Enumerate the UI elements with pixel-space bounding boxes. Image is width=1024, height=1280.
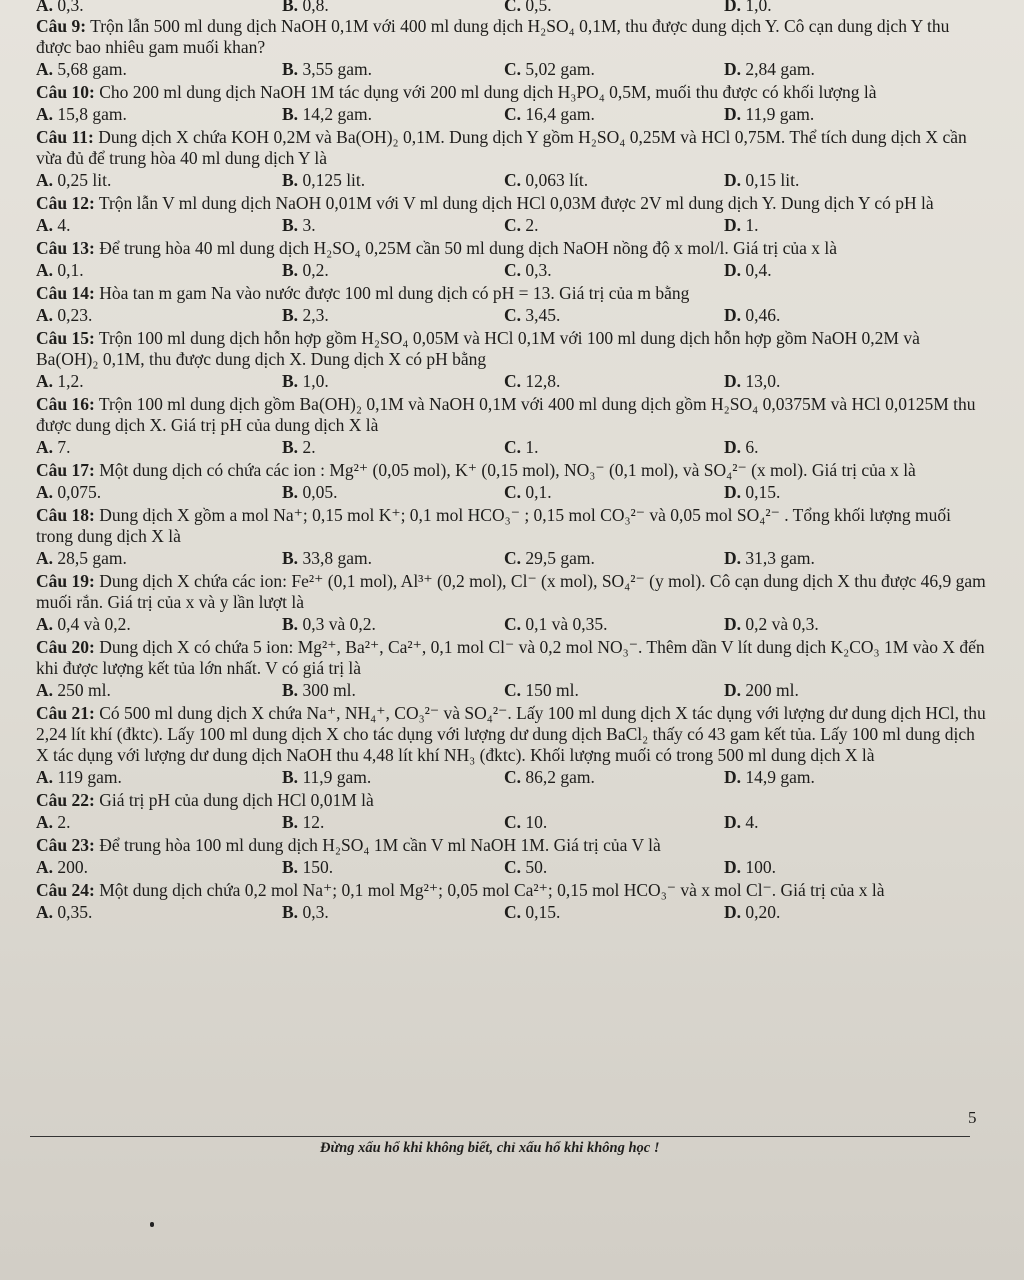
question-stem: Trộn lẫn 500 ml dung dịch NaOH 0,1M với 400 ml dung dịch H₂SO₄ 0,1M, thu được dung dịch Y. Cô cạn dung dịch Y thu được bao nhiêu gam muối khan? (36, 16, 950, 57)
footer-quote: Đừng xấu hổ khi không biết, chỉ xấu hổ khi không học ! (320, 1140, 660, 1156)
option-b: B. 2. (282, 437, 316, 457)
answer-options (36, 370, 986, 392)
question-stem: Cho 200 ml dung dịch NaOH 1M tác dụng với 200 ml dung dịch H₃PO₄ 0,5M, muối thu được có khối lượng là (99, 82, 877, 102)
question-text (36, 637, 986, 679)
option-c: C. 10. (504, 812, 548, 832)
option-b: B. 12. (282, 812, 325, 832)
option-b: B. 14,2 gam. (282, 104, 372, 124)
option-c: C. 2. (504, 215, 539, 235)
answer-options (36, 58, 986, 80)
question-number: Câu 22: (36, 790, 95, 810)
option-a: A. 0,25 lit. (36, 170, 112, 190)
answer-options (36, 766, 986, 788)
option-b: B. 1,0. (282, 371, 329, 391)
question-stem: Trộn 100 ml dung dịch hỗn hợp gồm H₂SO₄ 0,05M và HCl 0,1M với 100 ml dung dịch hỗn hợp gồm NaOH 0,2M và Ba(OH)₂ 0,1M, thu được dung dịch X. Dung dịch X có pH bằng (36, 328, 920, 369)
option-b: B. 33,8 gam. (282, 548, 372, 568)
question-stem: Dung dịch X gồm a mol Na⁺; 0,15 mol K⁺; 0,1 mol HCO₃⁻ ; 0,15 mol CO₃²⁻ và 0,05 mol SO₄²⁻ . Tổng khối lượng muối trong dung dịch X là (36, 505, 951, 546)
answer-options (36, 304, 986, 326)
answer-options (36, 436, 986, 458)
question-text (36, 127, 986, 169)
option-a: A. 0,35. (36, 902, 93, 922)
option-d: D. 13,0. (724, 371, 781, 391)
option-d: D. 0,15 lit. (724, 170, 800, 190)
question-number: Câu 17: (36, 460, 95, 480)
question-block (36, 505, 986, 569)
question-text (36, 505, 986, 547)
question-number: Câu 24: (36, 880, 95, 900)
option-a: A. 0,1. (36, 260, 84, 280)
option-b: B. 150. (282, 857, 334, 877)
answer-options (36, 901, 986, 923)
option-a: A. 0,3. (36, 0, 84, 15)
question-stem: Một dung dịch chứa 0,2 mol Na⁺; 0,1 mol Mg²⁺; 0,05 mol Ca²⁺; 0,15 mol HCO₃⁻ và x mol Cl⁻. Giá trị của x là (99, 880, 885, 900)
option-c: C. 1. (504, 437, 539, 457)
question-text (36, 238, 986, 259)
option-c: C. 12,8. (504, 371, 561, 391)
footer-divider (30, 1136, 970, 1137)
option-b: B. 3. (282, 215, 316, 235)
option-d: D. 1,0. (724, 0, 772, 15)
option-a: A. 5,68 gam. (36, 59, 127, 79)
question-stem: Để trung hòa 40 ml dung dịch H₂SO₄ 0,25M cần 50 ml dung dịch NaOH nồng độ x mol/l. Giá trị của x là (99, 238, 838, 258)
question-block (36, 880, 986, 923)
question-block (36, 460, 986, 503)
question-text (36, 703, 986, 766)
option-d: D. 0,20. (724, 902, 781, 922)
option-c: C. 29,5 gam. (504, 548, 595, 568)
option-d: D. 200 ml. (724, 680, 799, 700)
option-a: A. 0,23. (36, 305, 93, 325)
option-d: D. 0,15. (724, 482, 781, 502)
question-block (36, 637, 986, 701)
option-a: A. 1,2. (36, 371, 84, 391)
option-b: B. 11,9 gam. (282, 767, 372, 787)
option-d: D. 14,9 gam. (724, 767, 815, 787)
option-a: A. 28,5 gam. (36, 548, 127, 568)
option-d: D. 11,9 gam. (724, 104, 815, 124)
option-a: A. 0,075. (36, 482, 102, 502)
question-number: Câu 19: (36, 571, 95, 591)
answer-options (36, 481, 986, 503)
question-number: Câu 11: (36, 127, 94, 147)
question-number: Câu 20: (36, 637, 95, 657)
option-d: D. 100. (724, 857, 777, 877)
question-text (36, 394, 986, 436)
question-text (36, 790, 986, 811)
question-block (36, 394, 986, 458)
question-number: Câu 15: (36, 328, 95, 348)
question-block (36, 238, 986, 281)
option-c: C. 150 ml. (504, 680, 579, 700)
option-c: C. 0,1 và 0,35. (504, 614, 608, 634)
question-number: Câu 10: (36, 82, 95, 102)
question-stem: Một dung dịch có chứa các ion : Mg²⁺ (0,05 mol), K⁺ (0,15 mol), NO₃⁻ (0,1 mol), và SO₄²⁻ (x mol). Giá trị của x là (99, 460, 916, 480)
option-c: C. 0,15. (504, 902, 561, 922)
answer-options (36, 214, 986, 236)
option-a: A. 15,8 gam. (36, 104, 127, 124)
question-text (36, 460, 986, 481)
question-number: Câu 23: (36, 835, 95, 855)
option-d: D. 0,2 và 0,3. (724, 614, 819, 634)
option-b: B. 0,3 và 0,2. (282, 614, 376, 634)
question-text (36, 328, 986, 370)
paper-speck (150, 1222, 154, 1227)
question-block (36, 328, 986, 392)
question-block (36, 127, 986, 191)
question-stem: Dung dịch X chứa KOH 0,2M và Ba(OH)₂ 0,1M. Dung dịch Y gồm H₂SO₄ 0,25M và HCl 0,75M. Thể tích dung dịch X cần vừa đủ để trung hòa 40 ml dung dịch Y là (36, 127, 967, 168)
option-b: B. 0,05. (282, 482, 338, 502)
question-block (36, 703, 986, 788)
answer-options (36, 679, 986, 701)
option-a: A. 4. (36, 215, 71, 235)
option-c: C. 3,45. (504, 305, 561, 325)
question-number: Câu 13: (36, 238, 95, 258)
option-b: B. 0,8. (282, 0, 329, 15)
question-text (36, 82, 986, 103)
option-d: D. 2,84 gam. (724, 59, 815, 79)
answer-options (36, 169, 986, 191)
option-d: D. 0,46. (724, 305, 781, 325)
option-b: B. 0,2. (282, 260, 329, 280)
answer-options (36, 856, 986, 878)
option-c: C. 86,2 gam. (504, 767, 595, 787)
question-block (36, 790, 986, 833)
option-d: D. 6. (724, 437, 759, 457)
question-stem: Để trung hòa 100 ml dung dịch H₂SO₄ 1M cần V ml NaOH 1M. Giá trị của V là (99, 835, 661, 855)
answer-options (36, 811, 986, 833)
question-text (36, 835, 986, 856)
option-a: A. 0,4 và 0,2. (36, 614, 131, 634)
option-d: D. 4. (724, 812, 759, 832)
option-a: A. 7. (36, 437, 71, 457)
question-number: Câu 21: (36, 703, 95, 723)
question-stem: Có 500 ml dung dịch X chứa Na⁺, NH₄⁺, CO₃²⁻ và SO₄²⁻. Lấy 100 ml dung dịch X tác dụng với lượng dư dung dịch HCl, thu 2,24 lít khí (đktc). Lấy 100 ml dung dịch X cho tác dụng với lượng dư dung dịch BaCl₂ thấy có 43 gam kết tủa. Lấy 100 ml dung dịch X tác dụng với lượng dư dung dịch NaOH thu 4,48 lít khí NH₃ (đktc). Khối lượng muối có trong 500 ml dung dịch X là (36, 703, 986, 765)
option-c: C. 0,3. (504, 260, 552, 280)
answer-options (36, 103, 986, 125)
option-a: A. 200. (36, 857, 89, 877)
option-b: B. 0,125 lit. (282, 170, 366, 190)
question-block (36, 82, 986, 125)
question-number: Câu 9: (36, 16, 87, 36)
question-number: Câu 14: (36, 283, 95, 303)
option-c: C. 0,1. (504, 482, 552, 502)
option-c: C. 16,4 gam. (504, 104, 595, 124)
question-text (36, 283, 986, 304)
question-list (36, 0, 986, 925)
option-d: D. 0,4. (724, 260, 772, 280)
option-c: C. 5,02 gam. (504, 59, 595, 79)
question-number: Câu 16: (36, 394, 95, 414)
question-stem: Trộn lẫn V ml dung dịch NaOH 0,01M với V ml dung dịch HCl 0,03M được 2V ml dung dịch Y. Dung dịch Y có pH là (98, 193, 934, 213)
question-stem: Dung dịch X chứa các ion: Fe²⁺ (0,1 mol), Al³⁺ (0,2 mol), Cl⁻ (x mol), SO₄²⁻ (y mol). Cô cạn dung dịch X thu được 46,9 gam muối rắn. Giá trị của x và y lần lượt là (36, 571, 986, 612)
option-d: D. 31,3 gam. (724, 548, 815, 568)
option-a: A. 250 ml. (36, 680, 111, 700)
question-text (36, 16, 986, 58)
answer-options (36, 613, 986, 635)
question-block (36, 193, 986, 236)
option-c: C. 0,5. (504, 0, 552, 15)
question-stem: Dung dịch X có chứa 5 ion: Mg²⁺, Ba²⁺, Ca²⁺, 0,1 mol Cl⁻ và 0,2 mol NO₃⁻. Thêm dần V lít dung dịch K₂CO₃ 1M vào X đến khi được lượng kết tủa lớn nhất. V có giá trị là (36, 637, 985, 678)
option-b: B. 3,55 gam. (282, 59, 372, 79)
question-number: Câu 18: (36, 505, 95, 525)
page-number: 5 (968, 1108, 977, 1127)
answer-options (36, 547, 986, 569)
option-b: B. 2,3. (282, 305, 329, 325)
question-number: Câu 12: (36, 193, 95, 213)
option-c: C. 50. (504, 857, 548, 877)
option-a: A. 2. (36, 812, 71, 832)
question-block (36, 835, 986, 878)
answer-options (36, 259, 986, 281)
prev-question-options (36, 0, 986, 16)
question-block (36, 283, 986, 326)
question-stem: Hòa tan m gam Na vào nước được 100 ml dung dịch có pH = 13. Giá trị của m bằng (99, 283, 690, 303)
option-b: B. 0,3. (282, 902, 329, 922)
question-block (36, 16, 986, 80)
option-d: D. 1. (724, 215, 759, 235)
question-stem: Giá trị pH của dung dịch HCl 0,01M là (99, 790, 374, 810)
question-block (36, 571, 986, 635)
option-c: C. 0,063 lít. (504, 170, 589, 190)
option-b: B. 300 ml. (282, 680, 356, 700)
question-text (36, 193, 986, 214)
question-text (36, 571, 986, 613)
option-a: A. 119 gam. (36, 767, 122, 787)
question-stem: Trộn 100 ml dung dịch gồm Ba(OH)₂ 0,1M và NaOH 0,1M với 400 ml dung dịch gồm H₂SO₄ 0,0375M và HCl 0,0125M thu được dung dịch X. Giá trị pH của dung dịch X là (36, 394, 976, 435)
question-text (36, 880, 986, 901)
